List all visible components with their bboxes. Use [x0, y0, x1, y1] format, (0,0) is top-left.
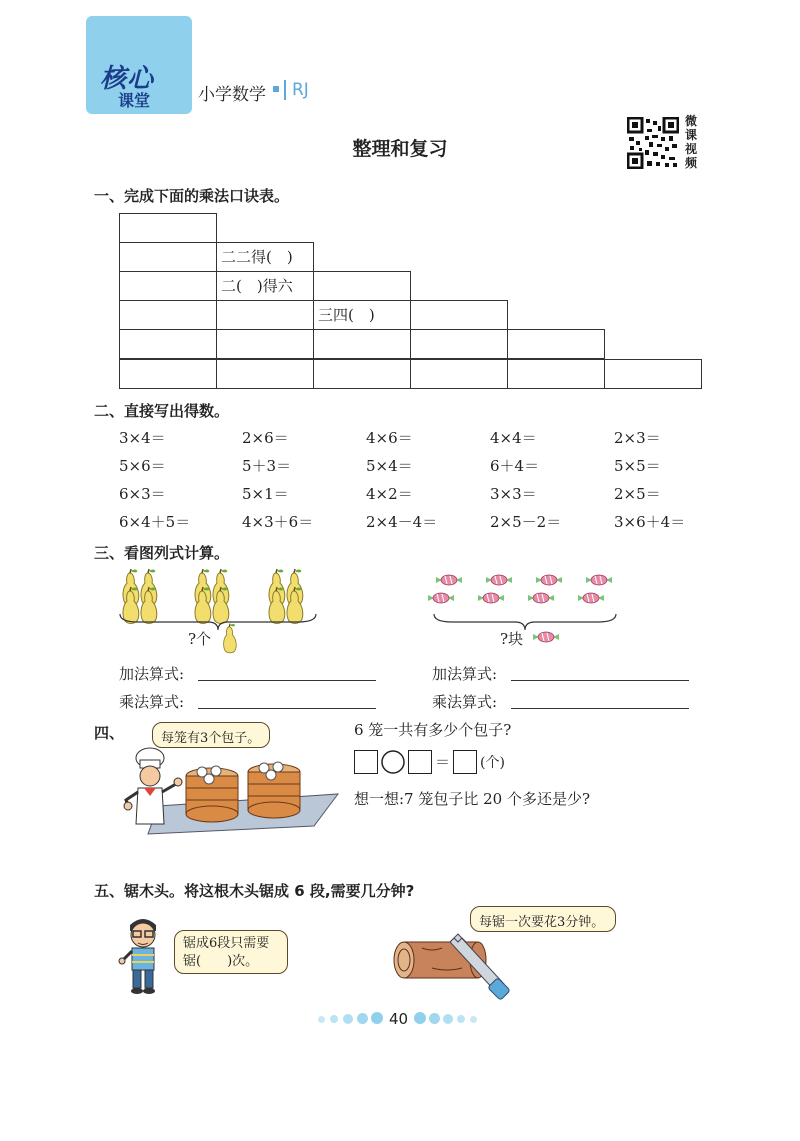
add-formula-label: 加法算式: [432, 665, 498, 683]
operator-circle-icon[interactable] [380, 750, 406, 774]
expression: 5×1＝ [242, 485, 289, 503]
pear-question: ?个 [188, 630, 212, 648]
unit-label: (个) [480, 755, 505, 771]
expression: 3×4＝ [119, 429, 166, 447]
section4-question: 6 笼一共有多少个包子? [354, 721, 512, 739]
answer-box[interactable] [453, 750, 477, 774]
expression: 4×3＋6＝ [242, 513, 314, 531]
expression: 4×2＝ [366, 485, 413, 503]
table-cell[interactable] [119, 242, 217, 272]
mul-formula-label: 乘法算式: [119, 693, 185, 711]
logo-title: 核心 [100, 64, 155, 94]
expression: 2×4－4＝ [366, 513, 438, 531]
answer-box[interactable] [408, 750, 432, 774]
edition-separator [284, 80, 286, 100]
expression: 2×3＝ [614, 429, 661, 447]
table-cell[interactable] [313, 329, 411, 359]
footer-dot [443, 1014, 453, 1024]
mul-formula-label: 乘法算式: [432, 693, 498, 711]
section4-heading: 四、 [94, 724, 125, 742]
section3-heading: 三、看图列式计算。 [94, 544, 230, 562]
boy-illustration [118, 915, 168, 995]
add-formula-label: 加法算式: [119, 665, 185, 683]
saw-speech-bubble: 每锯一次要花3分钟。 [470, 906, 616, 932]
footer-dot [414, 1012, 426, 1024]
mul-formula-answer-line[interactable] [511, 708, 689, 709]
table-cell-filled[interactable]: 三四( ) [313, 300, 411, 330]
expression: 6×4＋5＝ [119, 513, 191, 531]
footer-dot [470, 1016, 477, 1023]
mul-formula-answer-line[interactable] [198, 708, 376, 709]
table-cell[interactable] [313, 359, 411, 389]
footer-dot [318, 1016, 325, 1023]
log-and-saw-illustration [392, 928, 516, 1000]
table-cell-filled[interactable]: 二二得( ) [216, 242, 314, 272]
table-cell[interactable] [119, 271, 217, 301]
footer-dot [343, 1014, 353, 1024]
qr-code-icon[interactable] [627, 117, 679, 169]
footer-dot [357, 1013, 368, 1024]
table-cell-filled[interactable]: 二( )得六 [216, 271, 314, 301]
table-cell[interactable] [507, 359, 605, 389]
pear-icon [218, 622, 242, 654]
page-title: 整理和复习 [352, 138, 448, 160]
expression: 5＋3＝ [242, 457, 292, 475]
boy-speech-bubble: 锯成6段只需要 锯( )次。 [174, 930, 288, 974]
subject-label: 小学数学 [198, 85, 266, 105]
table-cell[interactable] [119, 213, 217, 243]
table-cell[interactable] [119, 359, 217, 389]
section1-heading: 一、完成下面的乘法口诀表。 [94, 187, 290, 205]
expression: 5×5＝ [614, 457, 661, 475]
table-cell[interactable] [313, 271, 411, 301]
expression: 5×6＝ [119, 457, 166, 475]
qr-label: 微 课 视 频 [685, 114, 698, 170]
table-cell[interactable] [119, 300, 217, 330]
candy-question: ?块 [500, 630, 524, 648]
table-cell[interactable] [216, 300, 314, 330]
footer-dot [330, 1015, 338, 1023]
footer-dot [371, 1012, 383, 1024]
expression: 6×3＝ [119, 485, 166, 503]
table-cell[interactable] [119, 329, 217, 359]
table-cell[interactable] [507, 329, 605, 359]
expression: 3×6＋4＝ [614, 513, 686, 531]
table-cell[interactable] [410, 329, 508, 359]
table-cell[interactable] [604, 359, 702, 389]
edition-label: RJ [292, 80, 309, 100]
expression: 2×5－2＝ [490, 513, 562, 531]
add-formula-answer-line[interactable] [198, 680, 376, 681]
table-cell[interactable] [216, 359, 314, 389]
footer-dot [457, 1015, 465, 1023]
expression: 2×5＝ [614, 485, 661, 503]
add-formula-answer-line[interactable] [511, 680, 689, 681]
section4-think: 想一想:7 笼包子比 20 个多还是少? [354, 790, 591, 808]
table-cell[interactable] [410, 359, 508, 389]
footer-dot [429, 1013, 440, 1024]
chef-steamers-illustration [118, 744, 340, 842]
page-number: 40 [389, 1010, 409, 1028]
equals-sign: ＝ [435, 753, 451, 771]
expression: 3×3＝ [490, 485, 537, 503]
logo-subtitle: 课堂 [118, 91, 151, 110]
table-cell[interactable] [216, 329, 314, 359]
section5-heading: 五、锯木头。将这根木头锯成 6 段,需要几分钟? [94, 882, 415, 900]
expression: 6＋4＝ [490, 457, 540, 475]
expression: 2×6＝ [242, 429, 289, 447]
answer-box[interactable] [354, 750, 378, 774]
chef-speech-bubble: 每笼有3个包子。 [152, 722, 270, 748]
candy-icon [531, 630, 561, 644]
brace-icon [432, 612, 618, 632]
expression: 4×6＝ [366, 429, 413, 447]
expression: 5×4＝ [366, 457, 413, 475]
table-cell[interactable] [410, 300, 508, 330]
edition-mark [273, 86, 279, 92]
candy-groups-icon [428, 570, 628, 612]
expression: 4×4＝ [490, 429, 537, 447]
section2-heading: 二、直接写出得数。 [94, 402, 230, 420]
